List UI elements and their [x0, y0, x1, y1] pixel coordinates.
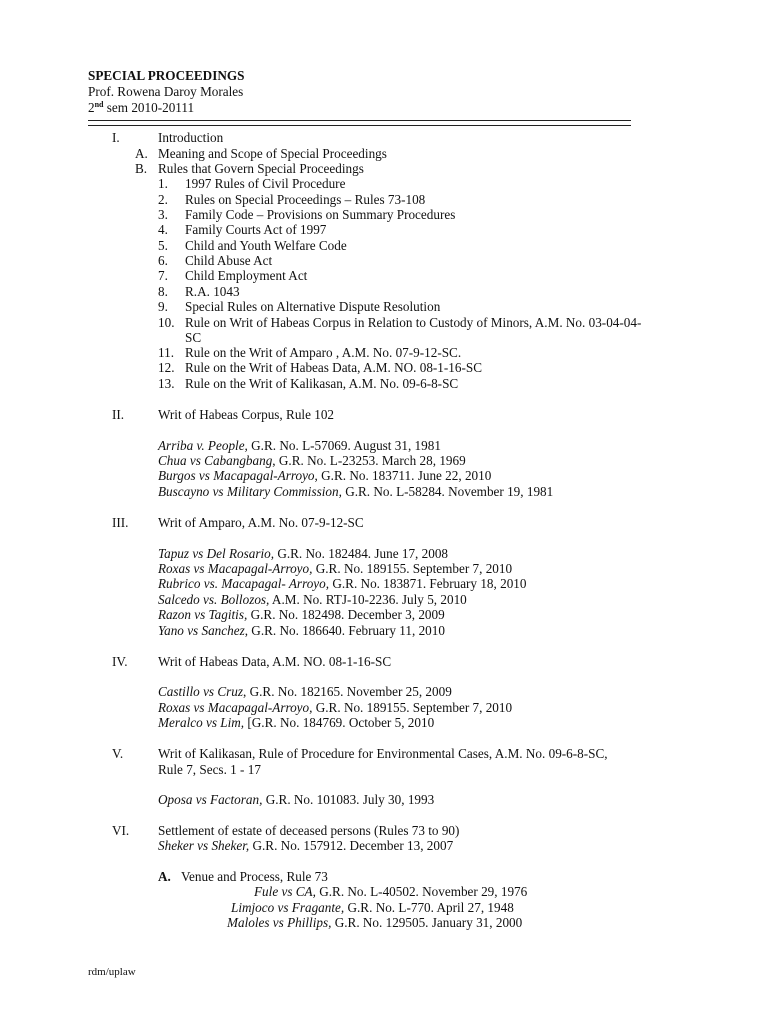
rule-number: 7. [158, 268, 168, 283]
case-name: Maloles vs Phillips, [227, 915, 332, 930]
case-cite: [G.R. No. 184769. October 5, 2010 [244, 715, 435, 730]
case-name: Burgos vs Macapagal-Arroyo [158, 468, 315, 483]
rule-number: 8. [158, 284, 168, 299]
rule-number: 5. [158, 238, 168, 253]
rule-number: 13. [158, 376, 175, 391]
rule-item: Rule on the Writ of Habeas Data, A.M. NO. 08-1-16-SC [185, 360, 482, 375]
rule-item: Child Employment Act [185, 268, 308, 283]
subsection-title: Rules that Govern Special Proceedings [158, 161, 364, 176]
case-name: Castillo vs Cruz [158, 684, 244, 699]
document-title: SPECIAL PROCEEDINGS [88, 68, 245, 83]
rule-number: 3. [158, 207, 168, 222]
section-number: VI. [112, 823, 130, 838]
case-name: Arriba v. People, [158, 438, 248, 453]
case-cite: G.R. No. 182484. June 17, 2008 [274, 546, 449, 561]
section-title: Introduction [158, 130, 224, 145]
case-cite: G.R. No. L-770. April 27, 1948 [344, 900, 514, 915]
case-citation [158, 561, 512, 577]
case-cite: G.R. No. 189155. September 7, 2010 [312, 700, 513, 715]
case-name: Tapuz vs Del Rosario, [158, 546, 275, 561]
section-number: III. [112, 515, 129, 530]
case-name: Roxas vs Macapagal-Arroyo, [158, 700, 313, 715]
rule-item: Rule on the Writ of Kalikasan, A.M. No. 09-6-8-SC [185, 376, 459, 391]
semester-line [88, 100, 194, 116]
case-name: Chua vs Cabangbang [158, 453, 273, 468]
section-number: IV. [112, 654, 128, 669]
rule-item: 1997 Rules of Civil Procedure [185, 176, 346, 191]
case-cite: G.R. No. L-40502. November 29, 1976 [315, 884, 528, 899]
semester-number: 2 [88, 100, 95, 115]
rule-number: 2. [158, 192, 168, 207]
case-cite: , G.R. No. 183711. June 22, 2010 [314, 468, 492, 483]
double-rule-divider [88, 120, 631, 126]
case-cite: G.R. No. 182498. December 3, 2009 [247, 607, 445, 622]
section-title: Writ of Habeas Corpus, Rule 102 [158, 407, 335, 422]
subsection-title: Venue and Process, Rule 73 [181, 869, 328, 884]
case-citation [158, 592, 467, 608]
rule-item: Child Abuse Act [185, 253, 273, 268]
case-name: Razon vs Tagitis, [158, 607, 248, 622]
case-citation [158, 576, 526, 592]
rule-item: Rule on Writ of Habeas Corpus in Relation to Custody of Minors, A.M. No. 03-04-04- [185, 315, 642, 330]
section-title: Writ of Kalikasan, Rule of Procedure for Environmental Cases, A.M. No. 09-6-8-SC, [158, 746, 608, 761]
case-cite: , G.R. No. 186640. February 11, 2010 [244, 623, 445, 638]
case-cite: G.R. No. L-57069. August 31, 1981 [247, 438, 441, 453]
rule-item: Rules on Special Proceedings – Rules 73-108 [185, 192, 426, 207]
semester-ordinal: nd [94, 100, 104, 109]
case-citation [158, 700, 512, 716]
rule-item: R.A. 1043 [185, 284, 240, 299]
case-name: Rubrico vs. Macapagal- Arroyo, [158, 576, 330, 591]
case-citation [158, 607, 445, 623]
case-cite: , G.R. No. 182165. November 25, 2009 [243, 684, 452, 699]
rule-item: Family Code – Provisions on Summary Procedures [185, 207, 456, 222]
rule-number: 10. [158, 315, 175, 330]
subsection-letter: A. [158, 869, 171, 884]
case-citation [158, 438, 441, 454]
rule-number: 4. [158, 222, 168, 237]
rule-item-continuation: SC [185, 330, 202, 345]
section-title: Settlement of estate of deceased persons (Rules 73 to 90) [158, 823, 460, 838]
rule-number: 1. [158, 176, 168, 191]
case-name: Roxas vs Macapagal-Arroyo, [158, 561, 313, 576]
case-citation [227, 915, 522, 931]
footer-text: rdm/uplaw [88, 966, 136, 978]
case-name: Oposa vs Factoran, [158, 792, 263, 807]
section-title-continuation: Rule 7, Secs. 1 - 17 [158, 762, 261, 777]
case-cite: G.R. No. 101083. July 30, 1993 [262, 792, 435, 807]
case-citation [254, 884, 527, 900]
rule-number: 9. [158, 299, 168, 314]
subsection-letter: A. [135, 146, 148, 161]
case-cite: G.R. No. 183871. February 18, 2010 [329, 576, 527, 591]
case-cite: G.R. No. 129505. January 31, 2000 [331, 915, 523, 930]
rule-item: Child and Youth Welfare Code [185, 238, 347, 253]
case-citation [158, 546, 448, 562]
case-cite: A.M. No. RTJ-10-2236. July 5, 2010 [269, 592, 467, 607]
case-citation [158, 792, 434, 808]
case-citation [158, 715, 434, 731]
case-cite: G.R. No. 189155. September 7, 2010 [312, 561, 513, 576]
case-name: Limjoco vs Fragante, [231, 900, 345, 915]
section-title: Writ of Habeas Data, A.M. NO. 08-1-16-SC [158, 654, 392, 669]
rule-item: Family Courts Act of 1997 [185, 222, 327, 237]
section-number: II. [112, 407, 125, 422]
case-cite: G.R. No. L-58284. November 19, 1981 [341, 484, 554, 499]
rule-number: 11. [158, 345, 174, 360]
section-title: Writ of Amparo, A.M. No. 07-9-12-SC [158, 515, 364, 530]
case-citation [231, 900, 514, 916]
case-name: Salcedo vs. Bollozos, [158, 592, 270, 607]
rule-number: 12. [158, 360, 175, 375]
professor-name: Prof. Rowena Daroy Morales [88, 84, 244, 99]
case-citation [158, 468, 491, 484]
subsection-letter: B. [135, 161, 148, 176]
case-citation [158, 484, 553, 500]
case-citation [158, 838, 453, 854]
case-name: Sheker vs Sheker, [158, 838, 250, 853]
case-name: Buscayno vs Military Commission, [158, 484, 342, 499]
case-citation [158, 623, 445, 639]
case-cite: , G.R. No. L-23253. March 28, 1969 [272, 453, 466, 468]
section-number: V. [112, 746, 124, 761]
semester-text: sem 2010-20111 [103, 100, 195, 115]
rule-item: Special Rules on Alternative Dispute Resolution [185, 299, 441, 314]
rule-number: 6. [158, 253, 168, 268]
case-name: Meralco vs Lim, [158, 715, 245, 730]
case-name: Fule vs CA, [254, 884, 316, 899]
subsection-title: Meaning and Scope of Special Proceedings [158, 146, 387, 161]
case-name: Yano vs Sanchez [158, 623, 245, 638]
section-number: I. [112, 130, 120, 145]
case-citation [158, 453, 466, 469]
case-citation [158, 684, 452, 700]
case-cite: G.R. No. 157912. December 13, 2007 [249, 838, 454, 853]
rule-item: Rule on the Writ of Amparo , A.M. No. 07-9-12-SC. [185, 345, 462, 360]
